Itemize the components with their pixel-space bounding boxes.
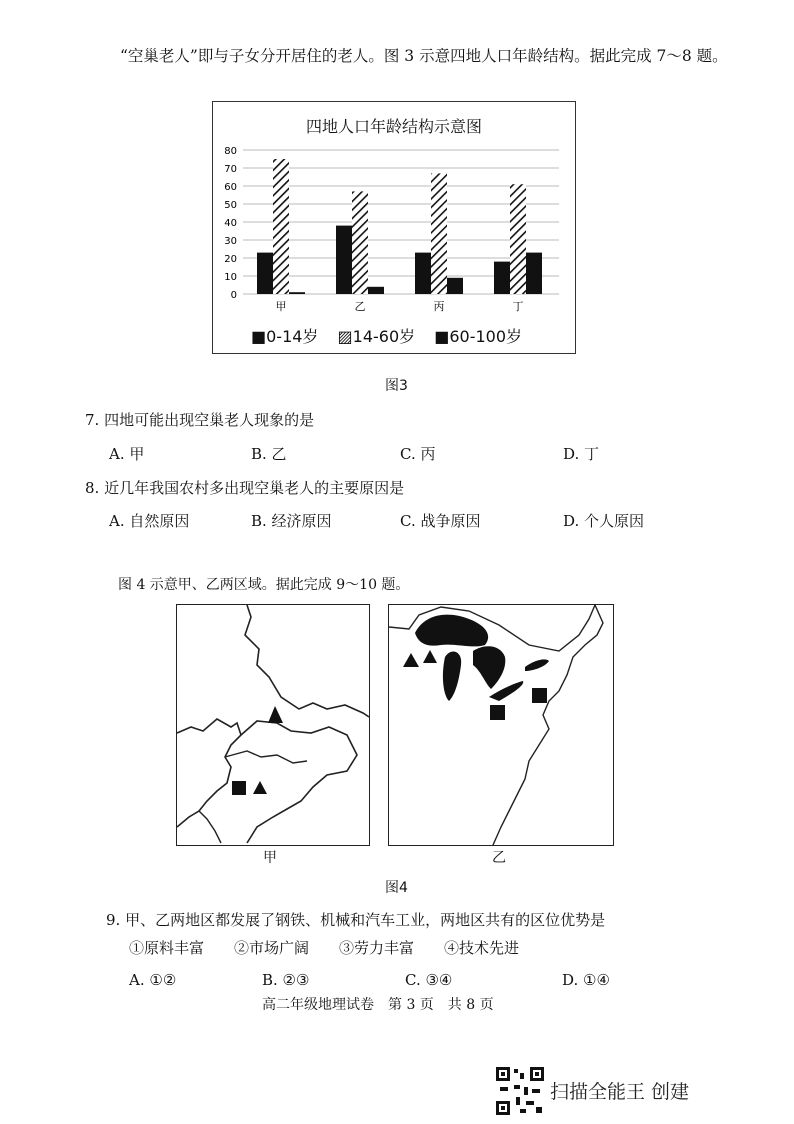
y-tick-label: 50 xyxy=(224,200,237,211)
bar-丙-14-60岁 xyxy=(431,173,447,294)
bar-乙-0-14岁 xyxy=(336,226,352,294)
bar-丁-14-60岁 xyxy=(510,184,526,294)
x-category-label: 丙 xyxy=(433,300,445,313)
map-jia-frame xyxy=(176,604,370,846)
q9-option-b[interactable]: B. ②③ xyxy=(262,971,310,989)
lake-ontario xyxy=(525,659,549,671)
bar-甲-60-100岁 xyxy=(289,292,305,294)
y-tick-label: 80 xyxy=(224,146,237,157)
q8-option-d[interactable]: D. 个人原因 xyxy=(563,512,645,530)
square-symbol-center xyxy=(490,705,505,720)
bar-丁-0-14岁 xyxy=(494,262,510,294)
map-jia-northeast-china xyxy=(177,605,369,845)
intro-questions-7-8: “空巢老人”即与子女分开居住的老人。图 3 示意四地人口年龄结构。据此完成 7～8 题。 xyxy=(120,47,728,65)
coast-line xyxy=(199,811,221,843)
bar-甲-14-60岁 xyxy=(273,159,289,294)
y-tick-label: 0 xyxy=(230,290,237,301)
q7-option-a[interactable]: A. 甲 xyxy=(109,445,145,463)
legend-60-100: ■60-100岁 xyxy=(434,327,523,346)
lake-michigan xyxy=(443,651,461,701)
q8-option-b[interactable]: B. 经济原因 xyxy=(251,512,332,530)
figure-3-caption: 图3 xyxy=(385,378,408,394)
y-tick-label: 70 xyxy=(224,164,237,175)
atlantic-coast xyxy=(493,605,603,845)
x-category-label: 乙 xyxy=(354,300,366,313)
legend-0-14: ■0-14岁 xyxy=(251,327,319,346)
x-category-label: 丁 xyxy=(512,300,524,313)
chart-legend xyxy=(251,324,536,347)
y-tick-label: 20 xyxy=(224,254,237,265)
triangle-symbol-north xyxy=(268,706,283,723)
y-tick-label: 60 xyxy=(224,182,237,193)
bar-丙-0-14岁 xyxy=(415,253,431,294)
question-8-stem: 8. 近几年我国农村多出现空巢老人的主要原因是 xyxy=(85,479,405,497)
square-symbol-south xyxy=(232,781,246,795)
scanner-watermark: 扫描全能王 创建 xyxy=(550,1081,690,1103)
x-category-label: 甲 xyxy=(275,300,287,313)
y-tick-label: 10 xyxy=(224,272,237,283)
q9-option-c[interactable]: C. ③④ xyxy=(405,971,453,989)
map-yi-frame xyxy=(388,604,614,846)
border-provinces xyxy=(241,721,357,843)
q7-option-d[interactable]: D. 丁 xyxy=(563,445,600,463)
bar-chart-svg xyxy=(213,102,575,322)
triangle-symbol-south xyxy=(253,781,267,794)
question-9-stem: 9. 甲、乙两地区都发展了钢铁、机械和汽车工业，两地区共有的区位优势是 xyxy=(106,911,606,929)
q8-option-c[interactable]: C. 战争原因 xyxy=(400,512,481,530)
bar-丙-60-100岁 xyxy=(447,278,463,294)
y-tick-label: 30 xyxy=(224,236,237,247)
q9-option-d[interactable]: D. ①④ xyxy=(562,971,610,989)
square-symbol-east xyxy=(532,688,547,703)
figure-3-chart xyxy=(212,101,576,354)
border-west xyxy=(177,719,241,827)
question-9-choices: ①原料丰富 ②市场广阔 ③劳力丰富 ④技术先进 xyxy=(129,939,520,957)
map-label-jia: 甲 xyxy=(263,850,277,866)
bar-甲-0-14岁 xyxy=(257,253,273,294)
q7-option-c[interactable]: C. 丙 xyxy=(400,445,436,463)
page-footer: 高二年级地理试卷 第 3 页 共 8 页 xyxy=(262,997,494,1013)
q7-option-b[interactable]: B. 乙 xyxy=(251,445,287,463)
legend-14-60: ▨14-60岁 xyxy=(337,327,416,346)
bar-乙-14-60岁 xyxy=(352,191,368,294)
lake-superior xyxy=(415,615,488,647)
lake-huron xyxy=(473,646,505,689)
map-yi-great-lakes xyxy=(389,605,613,845)
bar-乙-60-100岁 xyxy=(368,287,384,294)
q9-option-a[interactable]: A. ①② xyxy=(129,971,177,989)
qr-code-icon xyxy=(496,1067,544,1115)
border-north xyxy=(245,605,369,717)
triangle-symbol-west-2 xyxy=(423,650,437,663)
chart-title: 四地人口年龄结构示意图 xyxy=(305,117,482,136)
map-label-yi: 乙 xyxy=(492,850,506,866)
figure-4-caption: 图4 xyxy=(385,880,408,896)
triangle-symbol-west-1 xyxy=(403,653,419,667)
question-7-stem: 7. 四地可能出现空巢老人现象的是 xyxy=(85,411,315,429)
y-tick-label: 40 xyxy=(224,218,237,229)
intro-questions-9-10: 图 4 示意甲、乙两区域。据此完成 9～10 题。 xyxy=(118,577,410,593)
q8-option-a[interactable]: A. 自然原因 xyxy=(109,512,190,530)
border-inner xyxy=(225,751,307,763)
bar-丁-60-100岁 xyxy=(526,253,542,294)
